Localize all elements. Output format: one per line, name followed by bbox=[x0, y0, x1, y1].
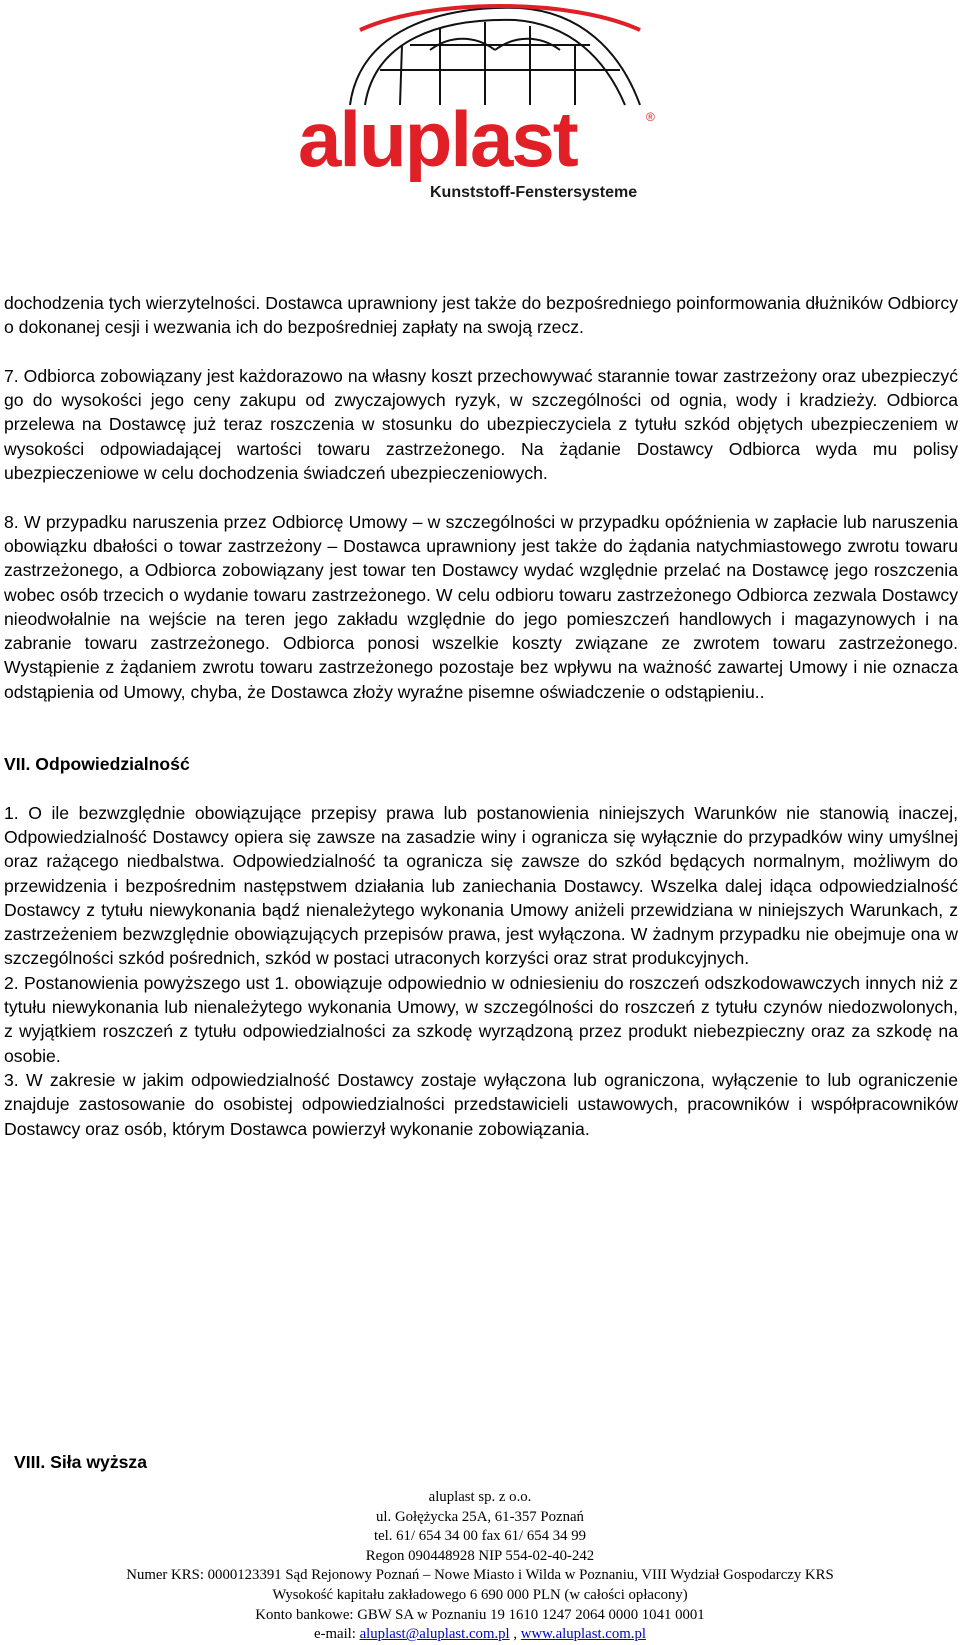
footer-company-name: aluplast sp. z o.o. bbox=[428, 1489, 532, 1505]
company-footer bbox=[0, 1488, 960, 1645]
logo-registered-mark: ® bbox=[646, 110, 655, 124]
footer-capital: Wysokość kapitału zakładowego 6 690 000 PLN (w całości opłacony) bbox=[272, 1586, 688, 1603]
footer-phone-fax: tel. 61/ 654 34 00 fax 61/ 654 34 99 bbox=[373, 1528, 587, 1545]
footer-contact bbox=[0, 1625, 960, 1645]
paragraph-8: 8. W przypadku naruszenia przez Odbiorcę Umowy – w szczególności w przypadku opóźnienia w zapłacie lub naruszenia obowiązku dbałości o towar zastrzeżony – Dostawca uprawniony jest także do żądania natychmiastowego zwrotu towaru zastrzeżonego, a Odbiorca zobowiązany jest towar ten Dostawcy wydać względnie przelać na Dostawcę jego roszczenia wobec osób trzecich o wydanie towaru zastrzeżonego. W celu odbioru towaru zastrzeżonego Odbiorca zezwala Dostawcy nieodwołalnie na wejście na teren jego zakładu względnie do jego pomieszczeń handlowych i magazynowych i na zabranie towaru zastrzeżonego. Odbiorca ponosi wszelkie koszty związane ze zwrotem towaru zastrzeżonego. Wystąpienie z żądaniem zwrotu towaru zastrzeżonego pozostaje bez wpływu na ważność zawartej Umowy i nie oznacza odstąpienia od Umowy, chyba, że Dostawca złoży wyraźne pisemne oświadczenie o odstąpieniu.. bbox=[4, 511, 958, 702]
paragraph-7: 7. Odbiorca zobowiązany jest każdorazowo na własny koszt przechowywać starannie towar zastrzeżony oraz ubezpieczyć go do wysokości jego ceny zakupu od zwyczajowych ryzyk, w szczególności od ognia, wody i kradzieży. Odbiorca przelewa na Dostawcę już teraz roszczenia w stosunku do ubezpieczyciela z tytułu szkód objętych ubezpieczeniem w wysokości odpowiadającej wartości towaru zastrzeżonego. Na żądanie Dostawcy Odbiorca wyda mu polisy ubezpieczeniowe w celu dochodzenia świadczeń ubezpieczeniowych. bbox=[4, 365, 958, 484]
footer-regon-nip: Regon 090448928 NIP 554-02-40-242 bbox=[365, 1547, 595, 1564]
footer-bank-account: Konto bankowe: GBW SA w Poznaniu 19 1610 1247 2064 0000 1041 0001 bbox=[255, 1606, 705, 1623]
liability-paragraph-1: 1. O ile bezwzględnie obowiązujące przepisy prawa lub postanowienia niniejszych Warunków nie stanowią inaczej, Odpowiedzialność Dostawcy opiera się zawsze na zasadzie winy i ogranicza się wyłącznie do przypadków winy umyślnej oraz rażącego niedbalstwa. Odpowiedzialność ta ogranicza się zawsze do szkód będących normalnym, możliwym do przewidzenia i bezpośrednim następstwem działania lub zaniechania Dostawcy. Wszelka dalej idąca odpowiedzialność Dostawcy z tytułu niewykonania bądź nienależytego wykonania Umowy aniżeli przewidziana w niniejszych Warunkach, z zastrzeżeniem bezwzględnie obowiązujących przepisów prawa, jest wyłączona. W żadnym przypadku nie obejmuje ona w szczególności szkód pośrednich, szkód w postaci utraconych korzyści oraz strat produkcyjnych. bbox=[4, 802, 958, 969]
footer-email-link[interactable]: aluplast@aluplast.com.pl bbox=[359, 1626, 510, 1643]
footer-address: ul. Gołężycka 25A, 61-357 Poznań bbox=[376, 1508, 584, 1525]
footer-website-link[interactable]: www.aluplast.com.pl bbox=[520, 1626, 646, 1643]
footer-link-separator: , bbox=[509, 1626, 521, 1643]
section-viii-heading: VIII. Siła wyższa bbox=[14, 1452, 147, 1472]
section-vii-heading: VII. Odpowiedzialność bbox=[4, 754, 190, 775]
liability-paragraph-2: 2. Postanowienia powyższego ust 1. obowiązuje odpowiednio w odniesieniu do roszczeń odszkodowawczych innych niż z tytułu niewykonania lub nienależytego wykonania Umowy, w szczególności do roszczeń z tytułu czynów niedozwolonych, z wyjątkiem roszczeń z tytułu odpowiedzialności za szkodę wyrządzoną przez produkt niebezpieczny oraz za szkodę na osobie. bbox=[4, 972, 958, 1066]
document-body bbox=[4, 291, 958, 1141]
aluplast-logo bbox=[290, 0, 670, 210]
liability-paragraph-3: 3. W zakresie w jakim odpowiedzialność Dostawcy zostaje wyłączona lub ograniczona, wyłączenie to lub ograniczenie znajduje zastosowanie do osobistej odpowiedzialności przedstawicieli ustawowych, pracowników i współpracowników Dostawcy oraz osób, którym Dostawca powierzył wykonanie zobowiązania. bbox=[4, 1069, 958, 1139]
logo-tagline: Kunststoff-Fenstersysteme bbox=[430, 184, 638, 201]
footer-krs: Numer KRS: 0000123391 Sąd Rejonowy Poznań – Nowe Miasto i Wilda w Poznaniu, VIII Wydział Gospodarczy KRS bbox=[126, 1567, 834, 1584]
footer-email-label: e-mail: bbox=[314, 1626, 360, 1643]
intro-paragraph: dochodzenia tych wierzytelności. Dostawca uprawniony jest także do bezpośredniego poinformowania dłużników Odbiorcy o dokonanej cesji i wezwania ich do bezpośredniej zapłaty na swoją rzecz. bbox=[4, 293, 958, 338]
window-arch-icon bbox=[290, 0, 670, 110]
logo-brand: aluplast bbox=[298, 95, 577, 183]
